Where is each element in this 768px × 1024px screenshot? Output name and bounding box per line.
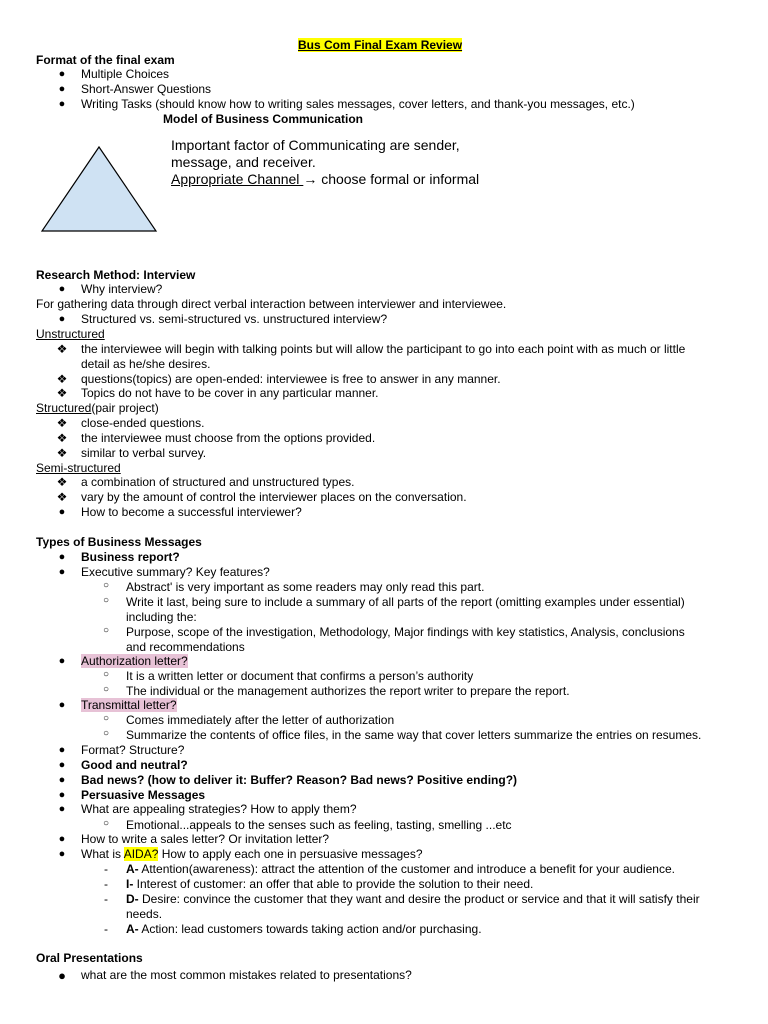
aida-value: Desire: convince the customer that they want and desire the product or service and that it will satisfy their bbox=[138, 892, 700, 906]
dash-bullet-icon: - bbox=[104, 922, 108, 936]
sub-item: Emotional...appeals to the senses such as feeling, tasting, smelling ...etc bbox=[126, 818, 512, 832]
title-text: Bus Com Final Exam Review bbox=[298, 38, 463, 52]
list-item: what are the most common mistakes related to presentations? bbox=[81, 968, 412, 982]
bullet-icon: ● bbox=[58, 566, 66, 578]
sub-item: and recommendations bbox=[126, 640, 245, 654]
dash-bullet-icon: - bbox=[104, 892, 108, 906]
list-item: Format? Structure? bbox=[81, 743, 185, 757]
bullet-icon: ● bbox=[58, 848, 66, 860]
bullet-icon: ● bbox=[58, 83, 66, 95]
aida-key: I- bbox=[126, 877, 134, 891]
diamond-bullet-icon: ❖ bbox=[56, 475, 68, 489]
list-item: vary by the amount of control the interviewer places on the conversation. bbox=[81, 490, 467, 504]
triangle-shape bbox=[42, 147, 156, 231]
dash-bullet-icon: - bbox=[104, 877, 108, 891]
authorization-text: Authorization letter? bbox=[81, 654, 188, 668]
circle-bullet-icon: ○ bbox=[102, 728, 110, 739]
bullet-icon: ● bbox=[58, 68, 66, 80]
aida-value: Interest of customer: an offer that able to provide the solution to their need. bbox=[133, 877, 534, 891]
circle-bullet-icon: ○ bbox=[102, 580, 110, 591]
sub-item: Write it last, being sure to include a summary of all parts of the report (omitting examples under essential) bbox=[126, 595, 685, 609]
model-description bbox=[171, 137, 479, 188]
transmittal-text: Transmittal letter? bbox=[81, 698, 177, 712]
bullet-icon: ● bbox=[58, 803, 66, 815]
list-item bbox=[81, 847, 423, 862]
list-item: Multiple Choices bbox=[81, 67, 170, 81]
bullet-icon: ● bbox=[58, 774, 66, 786]
list-item: close-ended questions. bbox=[81, 416, 205, 430]
list-item: a combination of structured and unstructured types. bbox=[81, 475, 355, 489]
bullet-icon: ● bbox=[58, 968, 66, 983]
diamond-bullet-icon: ❖ bbox=[56, 490, 68, 504]
structured-label bbox=[36, 401, 159, 416]
diamond-bullet-icon: ❖ bbox=[56, 342, 68, 356]
model-heading: Model of Business Communication bbox=[163, 112, 364, 126]
list-item: Short-Answer Questions bbox=[81, 82, 212, 96]
list-item: the interviewee must choose from the options provided. bbox=[81, 431, 376, 445]
bullet-icon: ● bbox=[58, 759, 66, 771]
model-line bbox=[171, 171, 479, 188]
list-item: What are appealing strategies? How to apply them? bbox=[81, 802, 357, 816]
bullet-icon: ● bbox=[58, 313, 66, 325]
list-item: questions(topics) are open-ended: interviewee is free to answer in any manner. bbox=[81, 372, 501, 386]
triangle-diagram bbox=[40, 145, 158, 233]
diamond-bullet-icon: ❖ bbox=[56, 446, 68, 460]
list-item: similar to verbal survey. bbox=[81, 446, 207, 460]
bullet-icon: ● bbox=[58, 283, 66, 295]
format-heading: Format of the final exam bbox=[36, 53, 175, 67]
bullet-icon: ● bbox=[58, 699, 66, 711]
sub-item: Summarize the contents of office files, in the same way that cover letters summarize the entries on resumes. bbox=[126, 728, 702, 742]
circle-bullet-icon: ○ bbox=[102, 595, 110, 606]
channel-text: Appropriate Channel bbox=[171, 171, 304, 187]
sub-item: Comes immediately after the letter of authorization bbox=[126, 713, 395, 727]
structured-suffix: (pair project) bbox=[91, 401, 159, 415]
sub-item: including the: bbox=[126, 610, 197, 624]
sub-item: Purpose, scope of the investigation, Methodology, Major findings with key statistics, Analysis, conclusions bbox=[126, 625, 685, 639]
aida-item bbox=[126, 862, 675, 877]
circle-bullet-icon: ○ bbox=[102, 684, 110, 695]
list-item: Persuasive Messages bbox=[81, 788, 206, 802]
sub-item: It is a written letter or document that confirms a person’s authority bbox=[126, 669, 474, 683]
aida-key: A- bbox=[126, 922, 139, 936]
types-heading: Types of Business Messages bbox=[36, 535, 202, 549]
list-item: detail as he/she desires. bbox=[81, 357, 211, 371]
model-line: message, and receiver. bbox=[171, 154, 316, 170]
structured-word: Structured bbox=[36, 401, 92, 415]
aida-item bbox=[126, 907, 162, 922]
list-item: Why interview? bbox=[81, 282, 163, 296]
bullet-icon: ● bbox=[58, 98, 66, 110]
channel-rest: → choose formal or informal bbox=[303, 171, 480, 187]
list-item: How to become a successful interviewer? bbox=[81, 505, 302, 519]
bullet-icon: ● bbox=[58, 744, 66, 756]
bullet-icon: ● bbox=[58, 789, 66, 801]
research-heading: Research Method: Interview bbox=[36, 268, 196, 282]
aida-value: Action: lead customers towards taking action and/or purchasing. bbox=[138, 922, 482, 936]
list-item: How to write a sales letter? Or invitation letter? bbox=[81, 832, 330, 846]
unstructured-label: Unstructured bbox=[36, 327, 105, 341]
aida-item bbox=[126, 892, 700, 907]
diamond-bullet-icon: ❖ bbox=[56, 416, 68, 430]
aida-word: AIDA? bbox=[123, 847, 159, 861]
list-item: Structured vs. semi-structured vs. unstructured interview? bbox=[81, 312, 388, 326]
list-item bbox=[81, 654, 188, 669]
aida-post: How to apply each one in persuasive messages? bbox=[158, 847, 423, 861]
aida-value: Attention(awareness): attract the attention of the customer and introduce a benefit for your audience. bbox=[138, 862, 675, 876]
diamond-bullet-icon: ❖ bbox=[56, 372, 68, 386]
circle-bullet-icon: ○ bbox=[102, 625, 110, 636]
sub-item: The individual or the management authorizes the report writer to prepare the report. bbox=[126, 684, 570, 698]
list-item bbox=[81, 698, 177, 713]
aida-pre: What is bbox=[81, 847, 124, 861]
bullet-icon: ● bbox=[58, 551, 66, 563]
list-item: Topics do not have to be cover in any particular manner. bbox=[81, 386, 379, 400]
paragraph: For gathering data through direct verbal interaction between interviewer and interviewee. bbox=[36, 297, 507, 311]
diamond-bullet-icon: ❖ bbox=[56, 431, 68, 445]
aida-key: D- bbox=[126, 892, 139, 906]
circle-bullet-icon: ○ bbox=[102, 713, 110, 724]
model-line: Important factor of Communicating are sender, bbox=[171, 137, 460, 153]
aida-item bbox=[126, 922, 482, 937]
diamond-bullet-icon: ❖ bbox=[56, 386, 68, 400]
list-item: Good and neutral? bbox=[81, 758, 188, 772]
semi-structured-label: Semi-structured bbox=[36, 461, 121, 475]
circle-bullet-icon: ○ bbox=[102, 669, 110, 680]
bullet-icon: ● bbox=[58, 833, 66, 845]
aida-value: needs. bbox=[126, 907, 163, 921]
aida-item bbox=[126, 877, 533, 892]
aida-key: A- bbox=[126, 862, 139, 876]
bullet-icon: ● bbox=[58, 506, 66, 518]
oral-heading: Oral Presentations bbox=[36, 951, 143, 965]
sub-item: Abstract' is very important as some readers may only read this part. bbox=[126, 580, 485, 594]
circle-bullet-icon: ○ bbox=[102, 818, 110, 829]
list-item: Writing Tasks (should know how to writing sales messages, cover letters, and thank-you messages, etc.) bbox=[81, 97, 635, 111]
list-item: the interviewee will begin with talking points but will allow the participant to go into each point with as much or little bbox=[81, 342, 686, 356]
bullet-icon: ● bbox=[58, 655, 66, 667]
list-item: Business report? bbox=[81, 550, 180, 564]
list-item: Bad news? (how to deliver it: Buffer? Reason? Bad news? Positive ending?) bbox=[81, 773, 518, 787]
page-title bbox=[298, 38, 462, 53]
dash-bullet-icon: - bbox=[104, 862, 108, 876]
list-item: Executive summary? Key features? bbox=[81, 565, 270, 579]
